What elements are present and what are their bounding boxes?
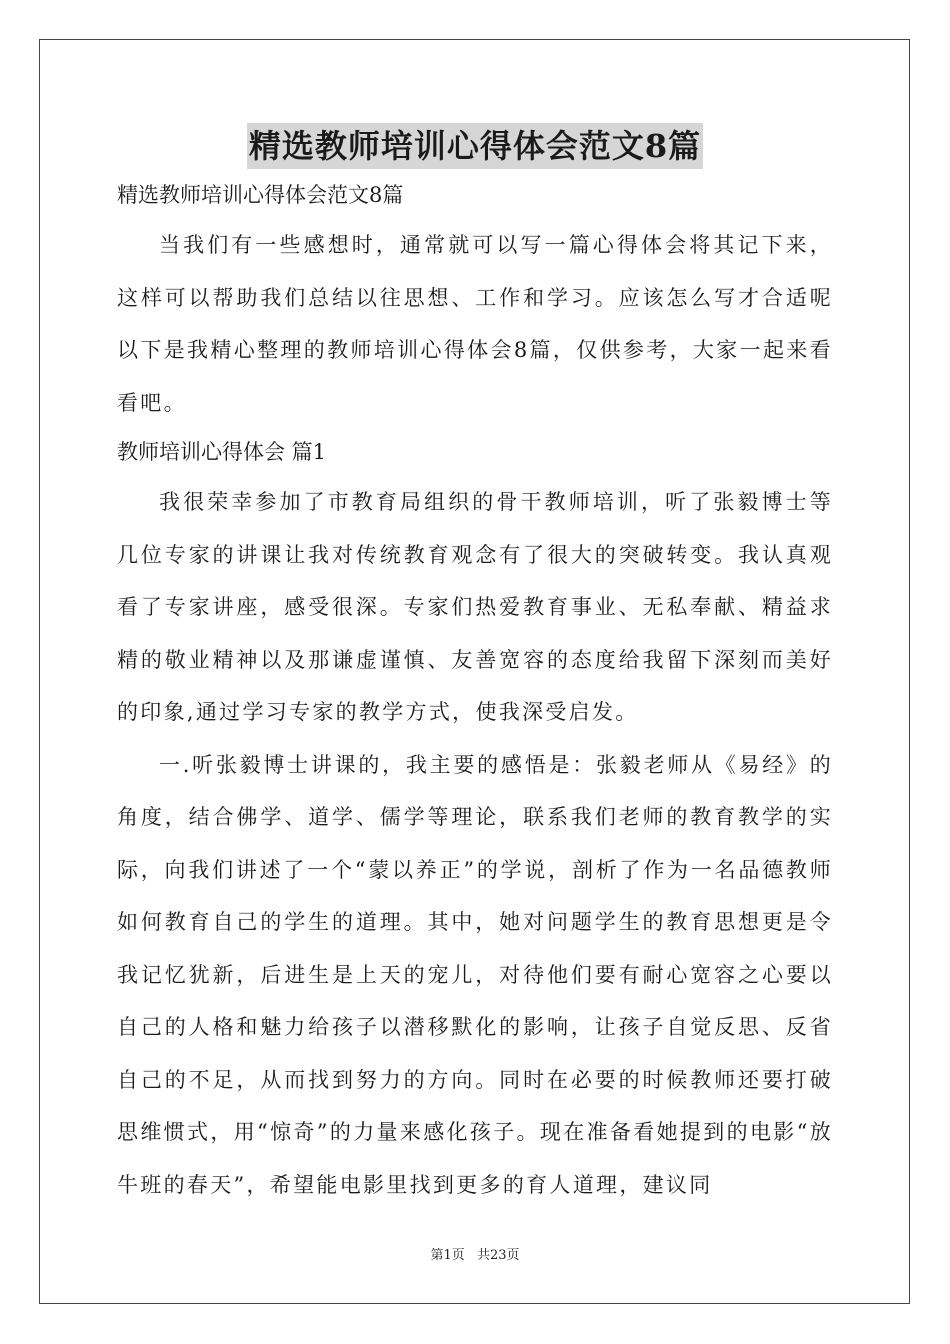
page-footer	[0, 1247, 950, 1265]
document-title: 精选教师培训心得体会范文8篇	[247, 123, 703, 169]
document-subtitle: 精选教师培训心得体会范文8篇	[117, 183, 404, 207]
title-container	[0, 123, 950, 169]
section-paragraph-1: 我很荣幸参加了市教育局组织的骨干教师培训，听了张毅博士等几位专家的讲课让我对传统教育观念有了很大的突破转变。我认真观看了专家讲座，感受很深。专家们热爱教育事业、无私奉献、精益求精的敬业精神以及那谦虚谨慎、友善宽容的态度给我留下深刻而美好的印象,通过学习专家的教学方式，使我深受启发。	[117, 490, 833, 724]
intro-paragraph: 当我们有一些感想时，通常就可以写一篇心得体会将其记下来，这样可以帮助我们总结以往思想、工作和学习。应该怎么写才合适呢以下是我精心整理的教师培训心得体会8篇，仅供参考，大家一起来看看吧。	[117, 233, 833, 415]
section-heading: 教师培训心得体会 篇1	[117, 440, 327, 464]
document-body	[117, 180, 833, 1211]
section-paragraph-2: 一.听张毅博士讲课的，我主要的感悟是：张毅老师从《易经》的角度，结合佛学、道学、儒学等理论，联系我们老师的教育教学的实际，向我们讲述了一个“蒙以养正”的学说，剖析了作为一名品德教师如何教育自己的学生的道理。其中，她对问题学生的教育思想更是令我记忆犹新，后进生是上天的宠儿，对待他们要有耐心宽容之心要以自己的人格和魅力给孩子以潜移默化的影响，让孩子自觉反思、反省自己的不足，从而找到努力的方向。同时在必要的时候教师还要打破思维惯式，用“惊奇”的力量来感化孩子。现在准备看她提到的电影“放牛班的春天”，希望能电影里找到更多的育人道理，建议同	[117, 752, 833, 1197]
page-total: 共23页	[476, 1248, 520, 1263]
page-number: 第1页	[430, 1248, 465, 1263]
